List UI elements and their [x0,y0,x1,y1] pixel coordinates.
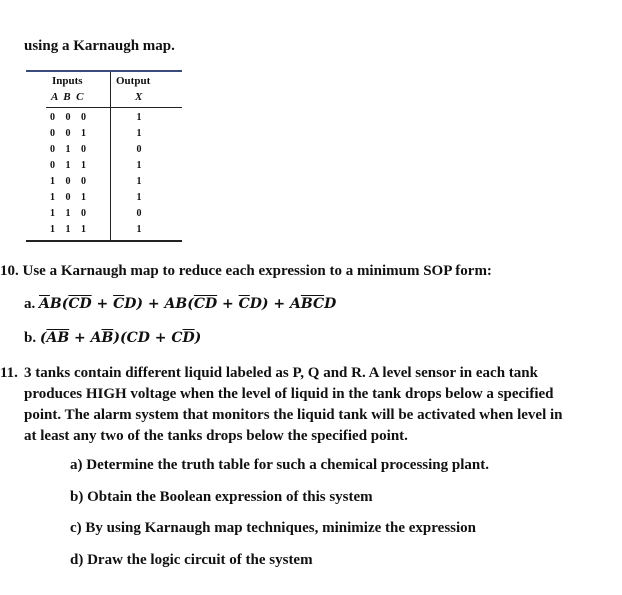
q11-number: 11. [0,365,18,381]
row-output: 0 [136,208,142,219]
table-row [26,128,182,144]
table-row [26,208,182,224]
q11-line: 3 tanks contain different liquid labeled as P, Q and R. A level sensor in each tank [24,365,538,381]
row-output: 1 [136,112,142,123]
row-inputs: 0 1 1 [50,160,90,171]
subheader-abc: A B C [51,91,84,103]
row-inputs: 1 1 1 [50,224,90,235]
table-header-rule [46,107,182,108]
row-output: 1 [136,224,142,235]
row-inputs: 1 0 1 [50,192,90,203]
question-10: 10. Use a Karnaugh map to reduce each expression to a minimum SOP form: [0,263,492,279]
q11-item-d: d) Draw the logic circuit of the system [70,552,313,568]
q11-line: at least any two of the tanks drops below the specified point. [24,428,408,444]
row-inputs: 1 0 0 [50,176,90,187]
header-output: Output [116,75,151,87]
table-row [26,192,182,208]
q10a-expression: $\overline{A}B(\overline{CD} + \overline{C}D) + AB(\overline{CD} + \overline{C}D) + A\overline{BC}D$ [39,296,337,312]
question-10a [24,294,336,315]
q11-line: produces HIGH voltage when the level of liquid in the tank drops below a specified [24,386,554,402]
row-inputs: 0 0 0 [50,112,90,123]
q10b-expression: $(\overline{AB} + A\overline{B})(CD + C\overline{D})$ [39,330,202,346]
header-inputs: Inputs [52,75,83,87]
subheader-x: X [135,91,143,103]
row-inputs: 1 1 0 [50,208,90,219]
table-bottom-rule [26,240,182,242]
row-output: 1 [136,128,142,139]
question-10b [24,328,201,349]
intro-text: using a Karnaugh map. [24,38,175,54]
q10b-label: b. [24,330,37,346]
table-row [26,112,182,128]
row-output: 0 [136,144,142,155]
q11-item-c: c) By using Karnaugh map techniques, minimize the expression [70,520,477,536]
q11-item-a: a) Determine the truth table for such a chemical processing plant. [70,457,489,473]
table-row [26,176,182,192]
row-inputs: 0 0 1 [50,128,90,139]
table-row [26,160,182,176]
table-row [26,144,182,160]
row-inputs: 0 1 0 [50,144,90,155]
table-top-rule [26,70,182,72]
q11-line: point. The alarm system that monitors the liquid tank will be activated when level in [24,407,563,423]
q10a-label: a. [24,296,36,312]
table-row [26,224,182,240]
row-output: 1 [136,176,142,187]
q11-item-b: b) Obtain the Boolean expression of this system [70,489,373,505]
row-output: 1 [136,160,142,171]
row-output: 1 [136,192,142,203]
